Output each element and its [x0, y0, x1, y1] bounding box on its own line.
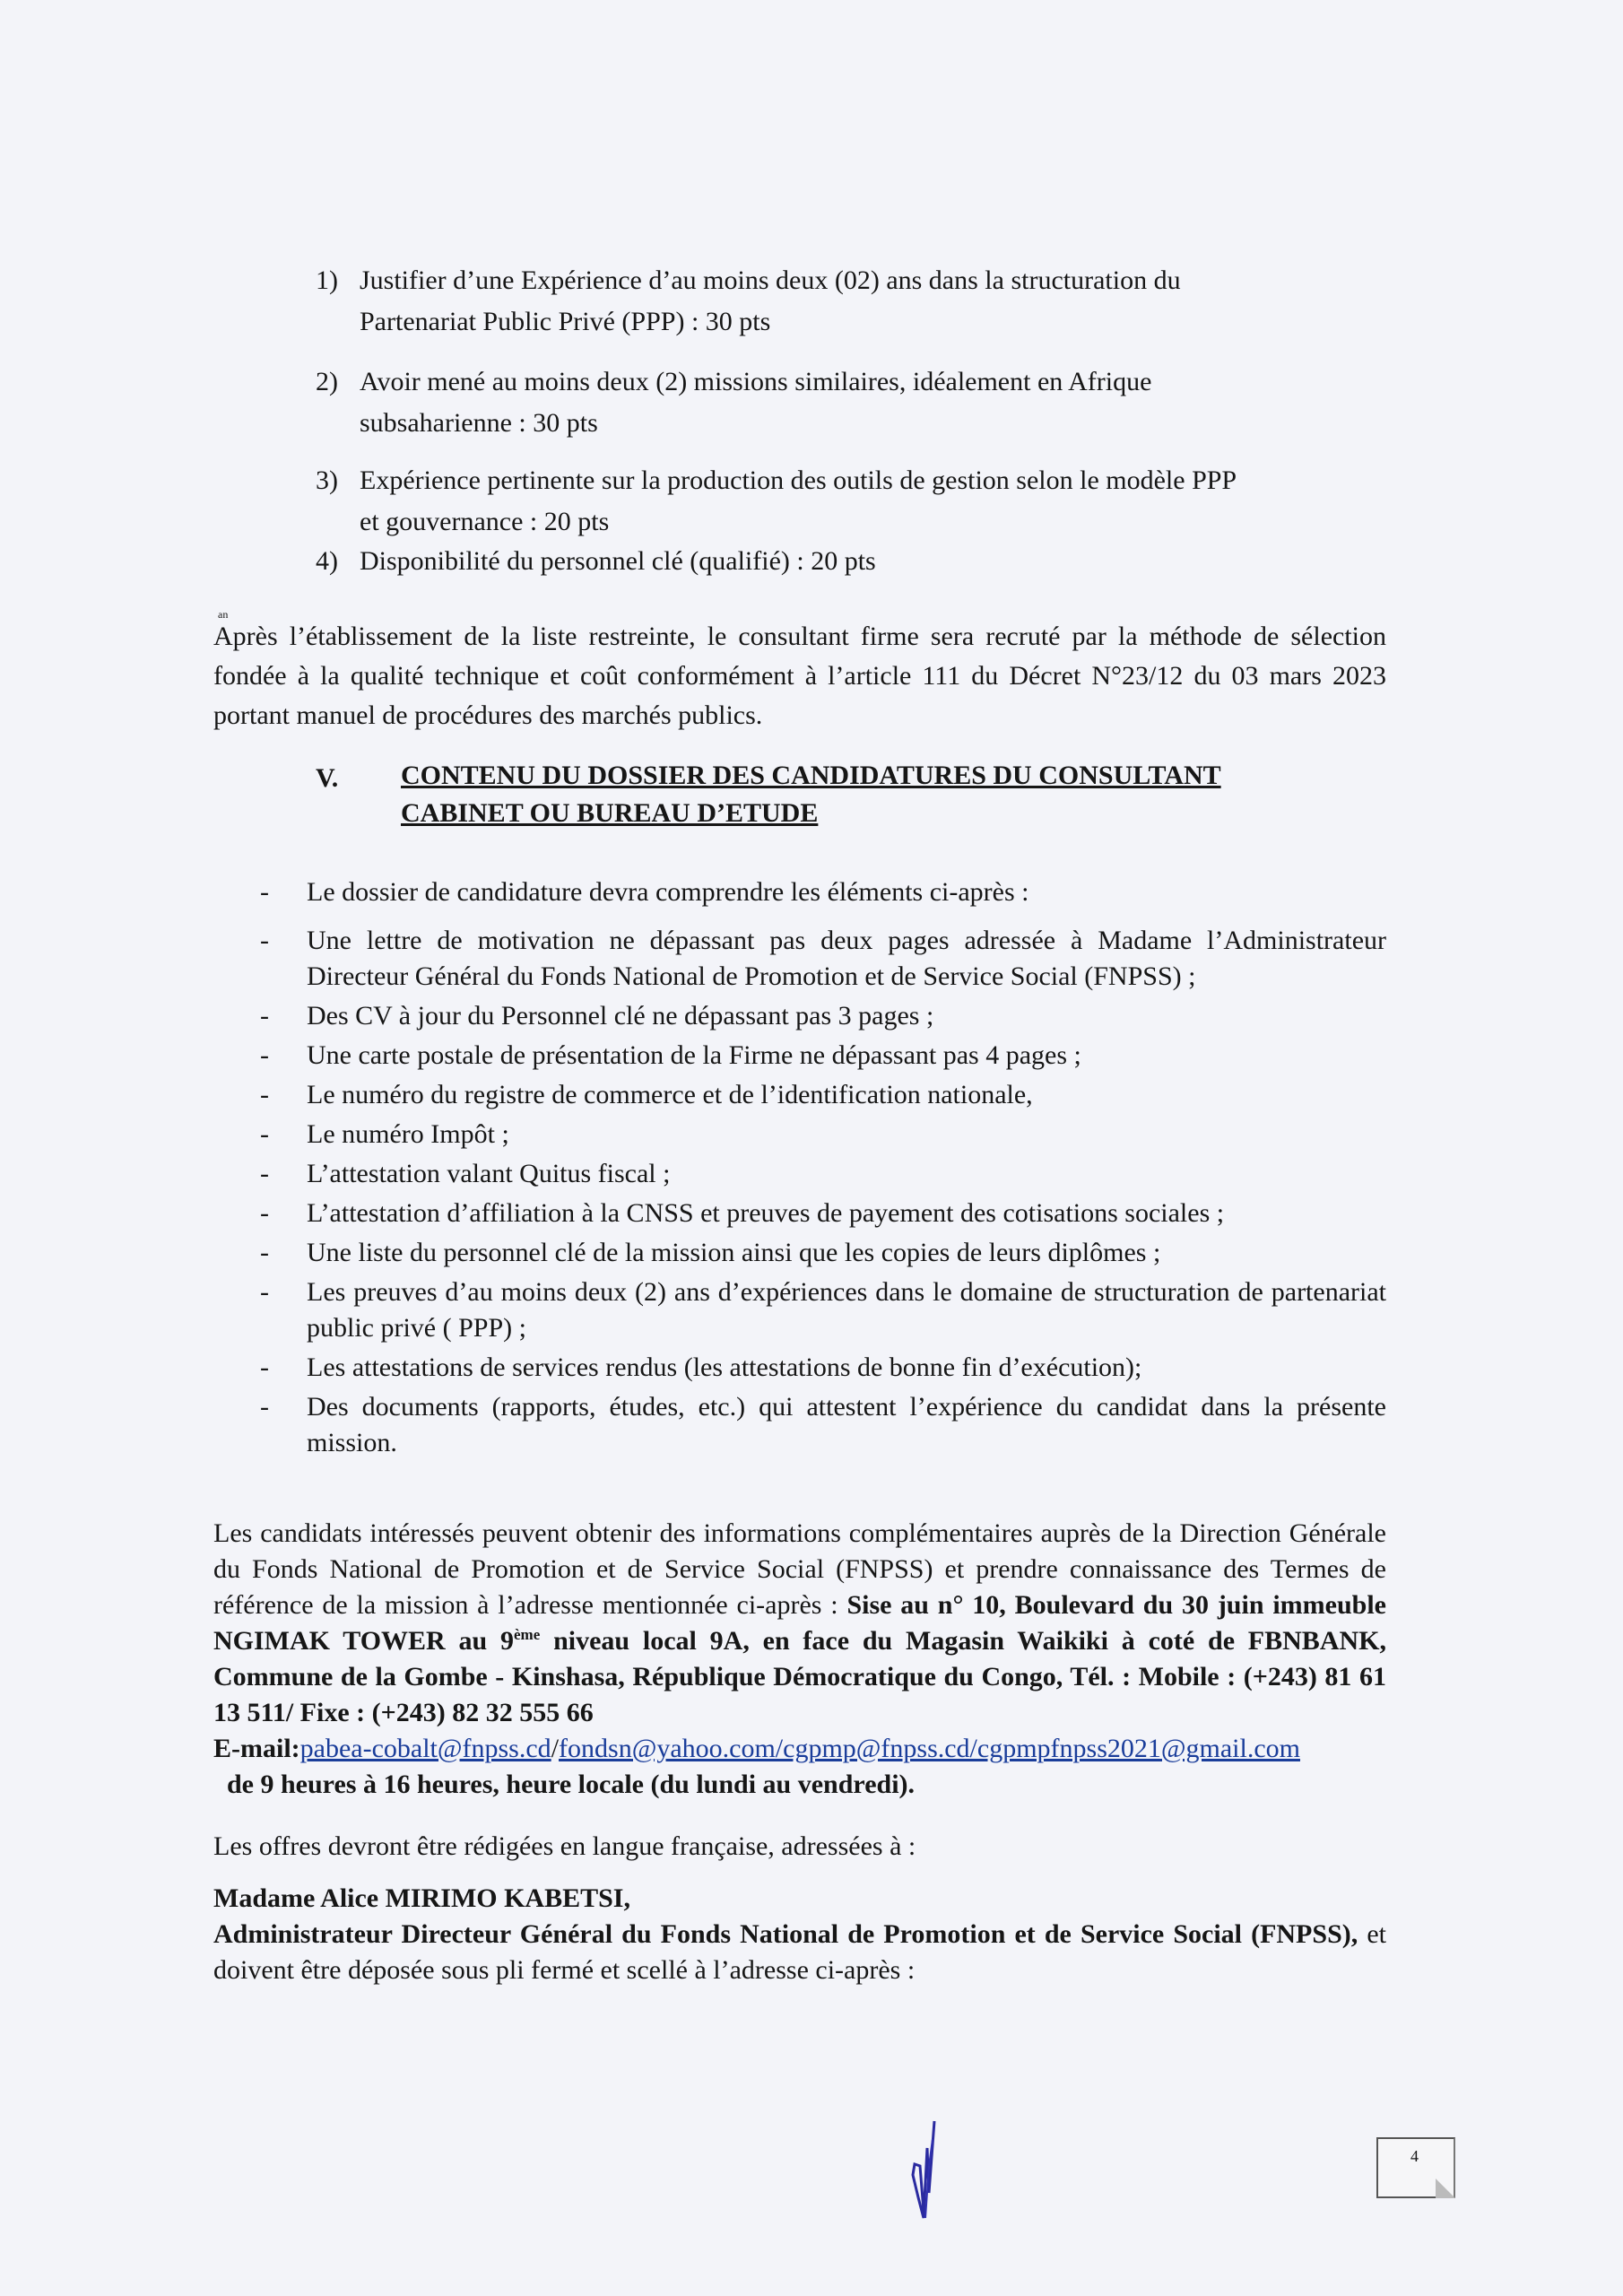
- criterion-number: 3): [316, 465, 338, 495]
- criterion-line: Partenariat Public Privé (PPP) : 30 pts: [360, 307, 771, 336]
- dash: -: [260, 1277, 269, 1307]
- list-item: [260, 1077, 1386, 1113]
- criterion-2: [316, 361, 1338, 444]
- list-item-text: Une liste du personnel clé de la mission ainsi que les copies de leurs diplômes ;: [307, 1238, 1161, 1267]
- criterion-line: Avoir mené au moins deux (2) missions similaires, idéalement en Afrique: [360, 367, 1152, 396]
- email-separator: /: [551, 1734, 560, 1763]
- list-item: [260, 1196, 1386, 1231]
- info-intro: Les candidats intéressés peuvent obtenir des informations complémentaires auprès de la Direction Générale du Fonds National de Promotion et de Service Social (FNPSS) et prendre connaissance des Termes de référence de la mission à l’adresse mentionnée ci-après :: [213, 1518, 1386, 1620]
- criterion-line: Disponibilité du personnel clé (qualifié) : 20 pts: [360, 546, 876, 576]
- signature: [897, 2112, 950, 2238]
- list-item-text: Une carte postale de présentation de la Firme ne dépassant pas 4 pages ;: [307, 1040, 1081, 1070]
- dash: -: [260, 1040, 269, 1070]
- criterion-4: [316, 541, 1338, 582]
- list-item-text: L’attestation d’affiliation à la CNSS et preuves de payement des cotisations sociales ;: [307, 1198, 1225, 1228]
- list-item-text: L’attestation valant Quitus fiscal ;: [307, 1159, 671, 1188]
- dash: -: [260, 1080, 269, 1109]
- section-number: V.: [316, 763, 339, 793]
- list-item-text: Une lettre de motivation ne dépassant pas deux pages adressée à Madame l’Administrateur Directeur Général du Fonds National de Promotion et de Service Social (FNPSS) ;: [307, 926, 1386, 991]
- addressee-rest: et doivent être déposée sous pli fermé et scellé à l’adresse ci-après :: [213, 1919, 1386, 1985]
- selection-paragraph: Après l’établissement de la liste restreinte, le consultant firme sera recruté par la méthode de sélection fondée à la qualité technique et coût conformément à l’article 111 du Décret N°23/12 du 03 mars 2023 portant manuel de procédures des marchés publics.: [213, 622, 1386, 730]
- criterion-number: 4): [316, 546, 338, 576]
- dash: -: [260, 926, 269, 955]
- list-item-text: Des CV à jour du Personnel clé ne dépassant pas 3 pages ;: [307, 1001, 934, 1031]
- list-item: [260, 1156, 1386, 1192]
- list-item: [260, 874, 1386, 910]
- criterion-number: 1): [316, 265, 338, 295]
- criterion-1: [316, 260, 1338, 343]
- email-link[interactable]: pabea-cobalt@fnpss.cd: [299, 1734, 551, 1763]
- stray-mark: an: [218, 608, 229, 621]
- addressee-title: Administrateur Directeur Général du Fonds National de Promotion et de Service Social (FNPSS),: [213, 1919, 1358, 1949]
- addressee-block: [213, 1881, 1386, 1988]
- dash: -: [260, 877, 269, 907]
- criterion-3: [316, 460, 1338, 543]
- page-number-box: [1376, 2137, 1455, 2198]
- dash: -: [260, 1238, 269, 1267]
- page-fold-icon: [1436, 2179, 1455, 2198]
- office-hours: de 9 heures à 16 heures, heure locale (du lundi au vendredi).: [213, 1770, 916, 1799]
- criterion-line: et gouvernance : 20 pts: [360, 507, 610, 536]
- dash: -: [260, 1392, 269, 1422]
- criterion-line: Expérience pertinente sur la production des outils de gestion selon le modèle PPP: [360, 465, 1237, 495]
- dossier-list: [260, 874, 1386, 1465]
- list-item-text: Des documents (rapports, études, etc.) qui attestent l’expérience du candidat dans la présente mission.: [307, 1392, 1386, 1457]
- list-item: [260, 1038, 1386, 1074]
- section-title-line: CONTENU DU DOSSIER DES CANDIDATURES DU CONSULTANT: [401, 761, 1221, 790]
- list-item-text: Le numéro du registre de commerce et de l’identification nationale,: [307, 1080, 1033, 1109]
- list-item: [260, 1235, 1386, 1271]
- dash: -: [260, 1119, 269, 1149]
- offers-line: Les offres devront être rédigées en langue française, adressées à :: [213, 1831, 916, 1861]
- page-number: 4: [1410, 2147, 1419, 2165]
- list-item: [260, 1117, 1386, 1152]
- list-item: [260, 1274, 1386, 1346]
- list-item-text: Le dossier de candidature devra comprendre les éléments ci-après :: [307, 877, 1029, 907]
- list-item: [260, 1389, 1386, 1461]
- criterion-number: 2): [316, 367, 338, 396]
- email-label: E-mail:: [213, 1734, 300, 1763]
- address-part: Sise au n° 10, Boulevard du 30 juin immeuble NGIMAK TOWER au 9: [213, 1590, 1386, 1656]
- dash: -: [260, 1352, 269, 1382]
- section-heading: [316, 758, 1392, 839]
- section-title-line: CABINET OU BUREAU D’ETUDE: [401, 798, 819, 828]
- list-item: [260, 923, 1386, 995]
- list-item: [260, 1350, 1386, 1386]
- address-part: niveau local 9A, en face du Magasin Waikiki à coté de FBNBANK, Commune de la Gombe - Kinshasa, République Démocratique du Congo, Tél. : Mobile : (+243) 81 61 13 511/ Fixe : (+243) 82 32 555 66: [213, 1626, 1386, 1727]
- list-item: [260, 998, 1386, 1034]
- dash: -: [260, 1198, 269, 1228]
- addressee-name: Madame Alice MIRIMO KABETSI,: [213, 1883, 630, 1913]
- dash: -: [260, 1159, 269, 1188]
- criterion-line: subsaharienne : 30 pts: [360, 408, 598, 438]
- email-link[interactable]: fondsn@yahoo.com/cgpmp@fnpss.cd/cgpmpfnpss2021@gmail.com: [559, 1734, 1300, 1763]
- criterion-line: Justifier d’une Expérience d’au moins deux (02) ans dans la structuration du: [360, 265, 1181, 295]
- dash: -: [260, 1001, 269, 1031]
- address-sup: ème: [514, 1626, 541, 1643]
- list-item-text: Le numéro Impôt ;: [307, 1119, 509, 1149]
- list-item-text: Les preuves d’au moins deux (2) ans d’expériences dans le domaine de structuration de partenariat public privé ( PPP) ;: [307, 1277, 1386, 1343]
- list-item-text: Les attestations de services rendus (les attestations de bonne fin d’exécution);: [307, 1352, 1142, 1382]
- info-paragraph: [213, 1516, 1386, 1803]
